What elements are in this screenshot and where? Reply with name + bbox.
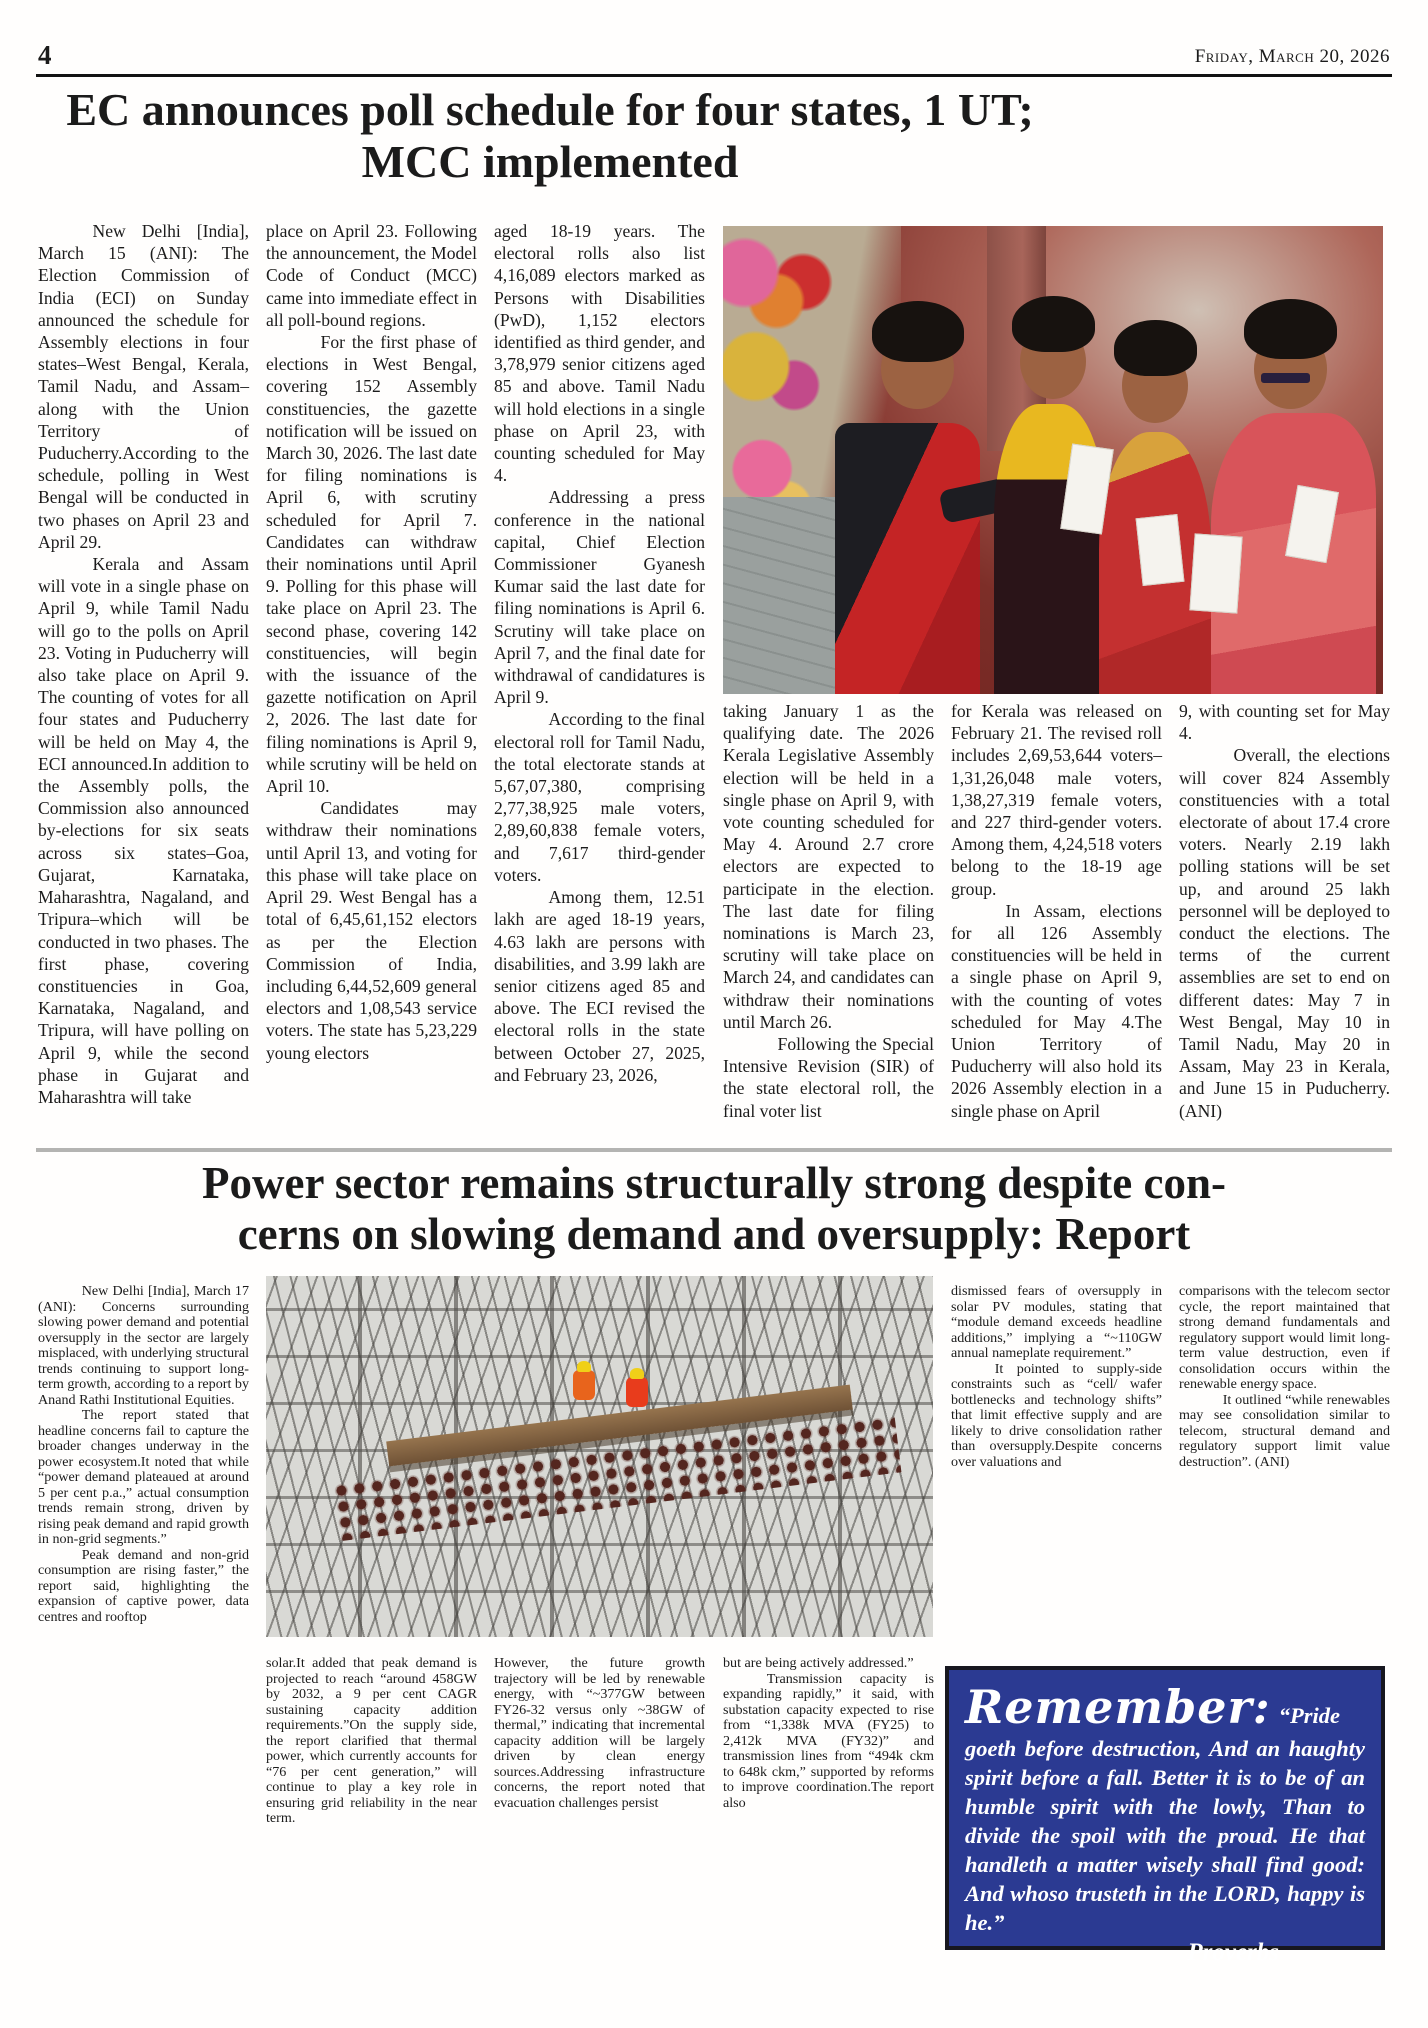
article1-voters-selfie-photo [723, 226, 1383, 694]
article2-headline-line1: Power sector remains structurally strong despite con- [201, 1158, 1226, 1208]
paragraph: Following the Special Intensive Revision (SIR) of the state electoral roll, the final voter list [723, 1034, 934, 1121]
paragraph: New Delhi [India], March 15 (ANI): The Election Commission of India (ECI) on Sunday announced the schedule for Assembly elections in four states–West Bengal, Kerala, Tamil Nadu, and Assam–along with the Union Territory of Puducherry.According to the schedule, polling in West Bengal will be conducted in two phases on April 23 and April 29. [38, 221, 249, 552]
worker-2 [626, 1377, 648, 1407]
article2-column-1 [38, 1284, 249, 1754]
article-divider-rule [36, 1148, 1392, 1152]
article1-column-5 [951, 700, 1162, 1144]
article2-headline [30, 1158, 1398, 1260]
article1-column-6 [1179, 700, 1390, 1144]
paragraph: New Delhi [India], March 17 (ANI): Concerns surrounding slowing power demand and potential oversupply in the sector are largely misplaced, with underlying structural trends continuing to support long-term growth, according to a report by Anand Rathi Institutional Equities. [38, 1283, 249, 1408]
paragraph: 9, with counting set for May 4. [1179, 701, 1390, 744]
paragraph: dismissed fears of oversupply in solar PV modules, stating that “module demand exceeds headline additions,” implying a “~110GW annual nameplate requirement.” [951, 1283, 1162, 1361]
article2-column-5 [951, 1284, 1162, 1636]
date-line: Friday, March 20, 2026 [1194, 46, 1390, 67]
paragraph: aged 18-19 years. The electoral rolls also list 4,16,089 electors marked as Persons with Disabilities (PwD), 1,152 electors identified as third gender, and 3,78,979 senior citizens aged 85 and above. Tamil Nadu will hold elections in a single phase on April 23, with counting scheduled for May 4. [494, 221, 705, 486]
remember-label: Remember: [965, 1680, 1271, 1734]
paragraph: It outlined “while renewables may see consolidation similar to telecom, structural demand and regulatory support limit value destruction”. (ANI) [1179, 1391, 1390, 1470]
paragraph: for Kerala was released on February 21. The revised roll includes 2,69,53,644 voters–1,31,26,048 male voters, 1,38,27,319 female voters, and 227 third-gender voters. Among them, 4,24,518 voters belong to the 18-19 age group. [951, 701, 1162, 899]
paragraph: According to the final electoral roll for Tamil Nadu, the total electorate stands at 5,67,07,380, comprising 2,77,38,925 male voters, 2,89,60,838 female voters, and 7,617 third-gender voters. [494, 709, 705, 885]
paragraph: For the first phase of elections in West Bengal, covering 152 Assembly constituencies, the gazette notification will be issued on March 30, 2026. The last date for filing nominations is April 6, with scrutiny scheduled for April 7. Candidates can withdraw their nominations until April 9. Polling for this phase will take place on April 23. The second phase, covering 142 constituencies, will begin with the issuance of the gazette notification on April 2, 2026. The last date for filing nominations is April 9, while scrutiny will be held on April 10. [266, 332, 477, 797]
paragraph: Kerala and Assam will vote in a single phase on April 9, while Tamil Nadu will go to the polls on April 23. Voting in Puducherry will also take place on April 9. The counting of votes for all four states and Puducherry will be held on May 4, the ECI announced.In addition to the Assembly polls, the Commission also announced by-elections for six seats across six states–Goa, Gujarat, Karnataka, Maharashtra, Nagaland, and Tripura–which will be conducted in two phases. The first phase, covering constituencies in Goa, Karnataka, Nagaland, and Tripura, will have polling on April 9, while the second phase in Gujarat and Maharashtra will take [38, 554, 249, 1107]
paragraph: It pointed to supply-side constraints such as “cell/ wafer bottlenecks and technology shifts” that limit effective supply and are likely to drive consolidation rather than oversupply.Despite concerns over valuations and [951, 1360, 1162, 1470]
woman-hair-4 [1244, 299, 1336, 360]
article1-headline-line2: MCC implemented [361, 135, 739, 187]
article1-column-4 [723, 700, 934, 1144]
paragraph: Addressing a press conference in the national capital, Chief Election Commissioner Gyanesh Kumar said the last date for filing nominations is April 6. Scrutiny will take place on April 7, and the final date for withdrawal of candidatures is April 9. [494, 487, 705, 708]
article2-power-substation-photo [266, 1276, 933, 1637]
paragraph: but are being actively addressed.” [723, 1655, 914, 1671]
woman-hair-2 [1012, 296, 1095, 352]
paragraph: comparisons with the telecom sector cycle, the report maintained that strong demand fundamentals and regulatory support would limit long-term value destruction, even if consolidation occurs within the renewable energy space. [1179, 1283, 1390, 1392]
paragraph: The report stated that headline concerns fail to capture the broader changes underway in the power ecosystem.It noted that while “power demand plateaued at around 5 per cent p.a.,” actual consumption trends remain strong, driven by rising peak demand and rapid growth in non-grid segments.” [38, 1407, 249, 1547]
paragraph: Transmission capacity is expanding rapidly,” it said, with substation capacity expected to rise from “1,338k MVA (FY25) to 2,412k MVA (FY32)” and transmission lines from “494k ckm to 648k ckm,” supported by reforms to improve coordination.The report also [723, 1670, 934, 1811]
paragraph: Peak demand and non-grid consumption are rising faster,” the report said, highlighting the expansion of captive power, data centres and rooftop [38, 1546, 249, 1625]
remember-quote-box [945, 1666, 1385, 1967]
article1-headline [28, 84, 1072, 188]
worker-1-helmet [577, 1361, 591, 1372]
article1-column-1 [38, 220, 249, 1142]
paragraph: place on April 23. Following the announcement, the Model Code of Conduct (MCC) came into immediate effect in all poll-bound regions. [266, 221, 477, 330]
header-rule [36, 74, 1392, 77]
woman-hair-1 [872, 301, 964, 362]
article2-headline-line2: cerns on slowing demand and oversupply: Report [237, 1208, 1191, 1259]
paragraph: solar.It added that peak demand is projected to reach “around 458GW by 2032, a 9 per cent CAGR sustaining capacity addition requirements.”On the supply side, the report clarified that thermal power, which currently accounts for “76 per cent generation,” will continue to play a key role in ensuring grid reliability in the near term. [266, 1655, 477, 1826]
eyeglasses [1261, 373, 1311, 382]
paragraph: In Assam, elections for all 126 Assembly constituencies will be held in a single phase on April 9, with the counting of votes scheduled for May 4.The Union Territory of Puducherry will also hold its 2026 Assembly election in a single phase on April [951, 900, 1162, 1121]
article2-column-6 [1179, 1284, 1390, 1636]
article2-column-2 [266, 1656, 477, 1966]
page-number: 4 [38, 40, 52, 70]
worker-1 [573, 1370, 595, 1400]
paragraph: Candidates may withdraw their nominations until April 13, and voting for this phase will take place on April 29. West Bengal has a total of 6,45,61,152 electors as per the Election Commission of India, including 6,44,52,609 general electors and 1,08,543 service voters. The state has 5,23,229 young electors [266, 798, 477, 1063]
woman-hair-3 [1114, 320, 1197, 376]
article1-column-3 [494, 220, 705, 1142]
voter-slip-3 [1189, 533, 1242, 613]
paragraph: Among them, 12.51 lakh are aged 18-19 years, 4.63 lakh are persons with disabilities, and 3.99 lakh are senior citizens aged 85 and above. The ECI revised the electoral rolls in the state between October 27, 2025, and February 23, 2026, [494, 887, 705, 1085]
article2-column-3 [494, 1656, 705, 1966]
remember-attribution: Proverbs [1187, 1939, 1279, 1967]
article2-column-4 [723, 1656, 934, 1966]
worker-2-helmet [630, 1368, 644, 1379]
paragraph: Overall, the elections will cover 824 Assembly constituencies with a total electorate of about 17.4 crore voters. Nearly 2.19 lakh polling stations will be set up, and around 25 lakh personnel will be deployed to conduct the elections. The terms of the current assemblies are set to end on different dates: May 7 in West Bengal, May 10 in Tamil Nadu, May 20 in Assam, May 23 in Kerala, and June 15 in Puducherry. (ANI) [1179, 745, 1390, 1121]
paragraph: However, the future growth trajectory will be led by renewable energy, with “~377GW between FY26-32 versus only ~38GW of thermal,” indicating that incremental capacity addition will be largely driven by clean energy sources.Addressing infrastructure concerns, the report noted that evacuation challenges persist [494, 1655, 705, 1811]
voter-slip-2 [1135, 514, 1183, 585]
article1-column-2 [266, 220, 477, 1142]
woman-figure-1 [835, 423, 980, 694]
remember-quote-text: “Pride goeth before destruction, And an haughty spirit before a fall. Better it is to be of an humble spirit with the lowly, Than to divide the spoil with the proud. He that handleth a matter wisely shall find good: And whoso trusteth in the LORD, happy is he.” [965, 1703, 1365, 1936]
paragraph: taking January 1 as the qualifying date. The 2026 Kerala Legislative Assembly election will be held in a single phase on April 9, with vote counting scheduled for May 4. Around 2.7 crore electors are expected to participate in the election. The last date for filing nominations is March 23, scrutiny will take place on March 24, and candidates can withdraw their nominations until March 26. [723, 701, 934, 1032]
article1-headline-line1: EC announces poll schedule for four states, 1 UT; [66, 84, 1034, 135]
